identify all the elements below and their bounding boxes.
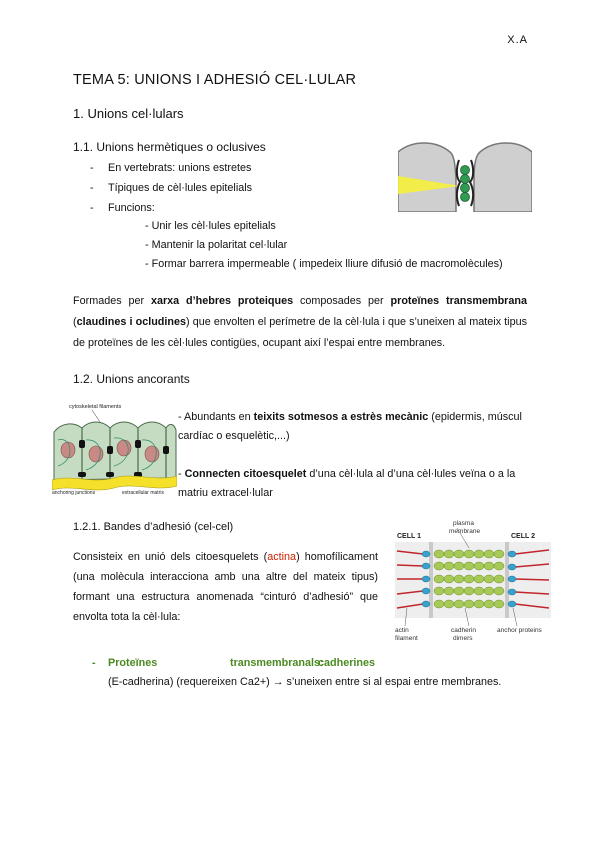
figure-label-membrane: membrane [449, 528, 481, 535]
cadherin-bullet-text: (E-cadherina) (requereixen Ca2+) → s’uneixen entre si al espai entre membranes. [108, 676, 502, 688]
cadherin-bullet-word-2: transmembranals: [230, 657, 324, 669]
tight-junction-figure [398, 138, 532, 212]
paragraph-tight-junctions: Formades per xarxa d’hebres proteiques composades per proteïnes transmembrana (claudines i ocludines) que envolten el perímetre de la cèl·lula i que s’uneixen al mateix tipus de proteïnes de les cèl·lules contigües, ocupant així l’espai entre membranes. [73, 295, 527, 349]
section-1-1-heading: 1.1. Unions hermètiques o oclusives [73, 140, 266, 154]
figure-label-cadherin: cadherin [451, 627, 476, 634]
figure-label-cell1: CELL 1 [397, 533, 421, 540]
anchoring-item-2: - Connecten citoesquelet d’una cèl·lula al d’una cèl·lules veïna o a la matriu extracel·lular [178, 468, 516, 499]
section-1-2-heading: 1.2. Unions ancorants [73, 372, 190, 386]
figure-label-cell2: CELL 2 [511, 533, 535, 540]
cadherin-bullet-word-1: Proteïnes [108, 657, 158, 669]
figure-label-matrix: extracellular matrix [122, 490, 164, 496]
anchoring-junction-figure [52, 400, 177, 496]
bullet-item: - Funcions: [90, 202, 155, 214]
bullet-item: - Típiques de cèl·lules epitelials [90, 182, 253, 194]
function-item: - Unir les cèl·lules epitelials [145, 220, 276, 232]
figure-label-dimers: dimers [453, 635, 473, 642]
function-item: - Formar barrera impermeable ( impedeix lliure difusió de macromolècules) [145, 258, 503, 270]
function-item: - Mantenir la polaritat cel·lular [145, 239, 288, 251]
page-title: TEMA 5: UNIONS I ADHESIÓ CEL·LULAR [73, 72, 357, 88]
page-header-initials: X.A [507, 34, 528, 46]
figure-label-anchor: anchor proteins [497, 627, 542, 634]
figure-label-actin: actin [395, 627, 409, 634]
figure-label-filament: filament [395, 635, 418, 642]
figure-label-cytoskeletal: cytoskeletal filaments [69, 404, 122, 410]
figure-label-plasma: plasma [453, 520, 474, 527]
paragraph-adhesion-belt: Consisteix en unió dels citoesquelets (actina) homofílicament (una molècula interacciona amb una altre del mateix tipus) formant una estructura anomenada “cinturó d’adhesió” que envolta tota la cèl·lula: [73, 551, 378, 623]
bullet-item: - En vertebrats: unions estretes [90, 162, 252, 174]
figure-label-anchoring: anchoring junctions [52, 490, 96, 496]
section-1-2-1-heading: 1.2.1. Bandes d’adhesió (cel-cel) [73, 521, 234, 533]
anchoring-item-1: - Abundants en teixits sotmesos a estrès mecànic (epidermis, múscul cardíac o esquelètic,...) [178, 411, 522, 442]
section-1-heading: 1. Unions cel·lulars [73, 106, 184, 121]
cadherin-bullet-dash: - [92, 657, 96, 669]
cadherin-figure [393, 518, 553, 643]
cadherin-bullet-word-3: cadherines [318, 657, 376, 669]
